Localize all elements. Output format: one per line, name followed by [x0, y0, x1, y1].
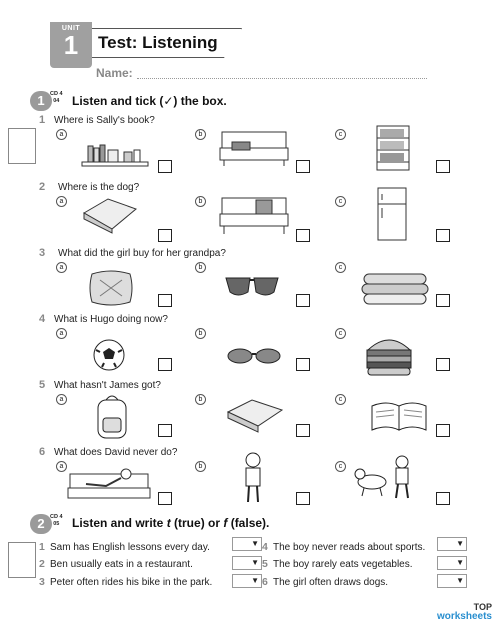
- question-number: 5: [39, 379, 46, 391]
- answer-dropdown[interactable]: [437, 537, 467, 551]
- fridge-icon: [374, 186, 410, 242]
- question-text: What does David never do?: [54, 447, 178, 458]
- chevron-down-icon: ▼: [456, 576, 464, 585]
- option-letter: c: [335, 262, 346, 273]
- option-letter: a: [56, 129, 67, 140]
- sofa-with-cushion-icon: [218, 194, 290, 236]
- tick-box[interactable]: [436, 424, 450, 437]
- option-letter: a: [56, 394, 67, 405]
- statement-text: The boy never reads about sports.: [273, 542, 426, 553]
- answer-dropdown[interactable]: [232, 556, 262, 570]
- tick-box[interactable]: [158, 294, 172, 307]
- question-text: What did the girl buy for her grandpa?: [58, 248, 226, 259]
- page-title: Test: Listening: [98, 33, 218, 52]
- statement-number: 1: [39, 541, 45, 553]
- option-letter: b: [195, 196, 206, 207]
- tick-box[interactable]: [436, 358, 450, 371]
- exercise-1-instruction: Listen and tick (✓) the box.: [72, 94, 227, 108]
- tick-box[interactable]: [158, 492, 172, 505]
- folded-blanket-icon: [360, 268, 432, 308]
- statement-text: The boy rarely eats vegetables.: [273, 559, 413, 570]
- tick-box[interactable]: [436, 492, 450, 505]
- sunglasses-icon: [224, 344, 284, 368]
- score-box-1[interactable]: [8, 128, 36, 164]
- question-number: 6: [39, 446, 46, 458]
- question-number: 4: [39, 313, 46, 325]
- shelf-with-books-icon: [80, 140, 150, 170]
- exercise-2-cd: CD 4 05: [50, 514, 63, 527]
- option-letter: a: [56, 262, 67, 273]
- burger-icon: [364, 332, 414, 378]
- name-label: Name:: [96, 66, 133, 80]
- question-number: 3: [39, 247, 46, 259]
- question-text: Where is the dog?: [58, 182, 140, 193]
- question-text: What hasn't James got?: [54, 380, 161, 391]
- unit-label: UNIT: [61, 25, 81, 32]
- tick-box[interactable]: [436, 160, 450, 173]
- option-letter: a: [56, 328, 67, 339]
- open-book-icon: [368, 400, 430, 434]
- option-letter: b: [195, 394, 206, 405]
- answer-dropdown[interactable]: [232, 537, 262, 551]
- question-number: 2: [39, 181, 46, 193]
- answer-dropdown[interactable]: [232, 574, 262, 588]
- answer-dropdown[interactable]: [437, 574, 467, 588]
- statement-number: 4: [262, 541, 268, 553]
- boy-with-dog-icon: [352, 454, 418, 500]
- unit-tab: [50, 22, 92, 68]
- exercise-1-badge: 1: [30, 91, 52, 111]
- tick-box[interactable]: [158, 160, 172, 173]
- tick-box[interactable]: [158, 424, 172, 437]
- statement-number: 5: [262, 558, 268, 570]
- exercise-1-cd: CD 4 04: [50, 91, 63, 104]
- option-letter: c: [335, 461, 346, 472]
- statement-number: 2: [39, 558, 45, 570]
- option-letter: c: [335, 196, 346, 207]
- option-letter: b: [195, 328, 206, 339]
- option-letter: c: [335, 129, 346, 140]
- sunglasses-icon: [222, 272, 282, 302]
- option-letter: a: [56, 461, 67, 472]
- backpack-icon: [94, 392, 130, 442]
- chevron-down-icon: ▼: [251, 539, 259, 548]
- chevron-down-icon: ▼: [251, 576, 259, 585]
- boy-icon: [238, 450, 268, 506]
- football-icon: [92, 338, 126, 372]
- statement-text: Ben usually eats in a restaurant.: [50, 559, 193, 570]
- unit-number: 1: [63, 30, 79, 60]
- exercise-2-instruction: Listen and write t (true) or f (false).: [72, 516, 270, 530]
- score-box-2[interactable]: [8, 542, 36, 578]
- chevron-down-icon: ▼: [456, 539, 464, 548]
- tick-box[interactable]: [158, 358, 172, 371]
- cushion-icon: [86, 266, 136, 310]
- tick-box[interactable]: [436, 229, 450, 242]
- option-letter: b: [195, 461, 206, 472]
- question-number: 1: [39, 114, 46, 126]
- statement-text: The girl often draws dogs.: [273, 577, 389, 588]
- question-text: What is Hugo doing now?: [54, 314, 168, 325]
- statement-number: 6: [262, 576, 268, 588]
- man-on-sofa-icon: [66, 464, 152, 504]
- name-input-line[interactable]: [137, 78, 427, 79]
- option-letter: c: [335, 328, 346, 339]
- statement-number: 3: [39, 576, 45, 588]
- chevron-down-icon: ▼: [456, 558, 464, 567]
- question-text: Where is Sally's book?: [54, 115, 155, 126]
- statement-text: Sam has English lessons every day.: [50, 542, 210, 553]
- folded-towel-icon: [222, 396, 286, 434]
- chevron-down-icon: ▼: [251, 558, 259, 567]
- exercise-2-badge: 2: [30, 514, 52, 534]
- sofa-icon: [218, 128, 290, 168]
- blanket-icon: [78, 195, 140, 235]
- tick-box[interactable]: [296, 294, 310, 307]
- answer-dropdown[interactable]: [437, 556, 467, 570]
- option-letter: c: [335, 394, 346, 405]
- tick-box[interactable]: [158, 229, 172, 242]
- bookcase-icon: [375, 124, 411, 172]
- tick-box[interactable]: [296, 424, 310, 437]
- option-letter: b: [195, 129, 206, 140]
- tick-box[interactable]: [296, 492, 310, 505]
- statement-text: Peter often rides his bike in the park.: [50, 577, 213, 588]
- topworksheets-logo: TOP worksheets: [436, 602, 492, 622]
- option-letter: b: [195, 262, 206, 273]
- tick-box[interactable]: [296, 229, 310, 242]
- option-letter: a: [56, 196, 67, 207]
- tick-box[interactable]: [436, 294, 450, 307]
- tick-box[interactable]: [296, 358, 310, 371]
- tick-box[interactable]: [296, 160, 310, 173]
